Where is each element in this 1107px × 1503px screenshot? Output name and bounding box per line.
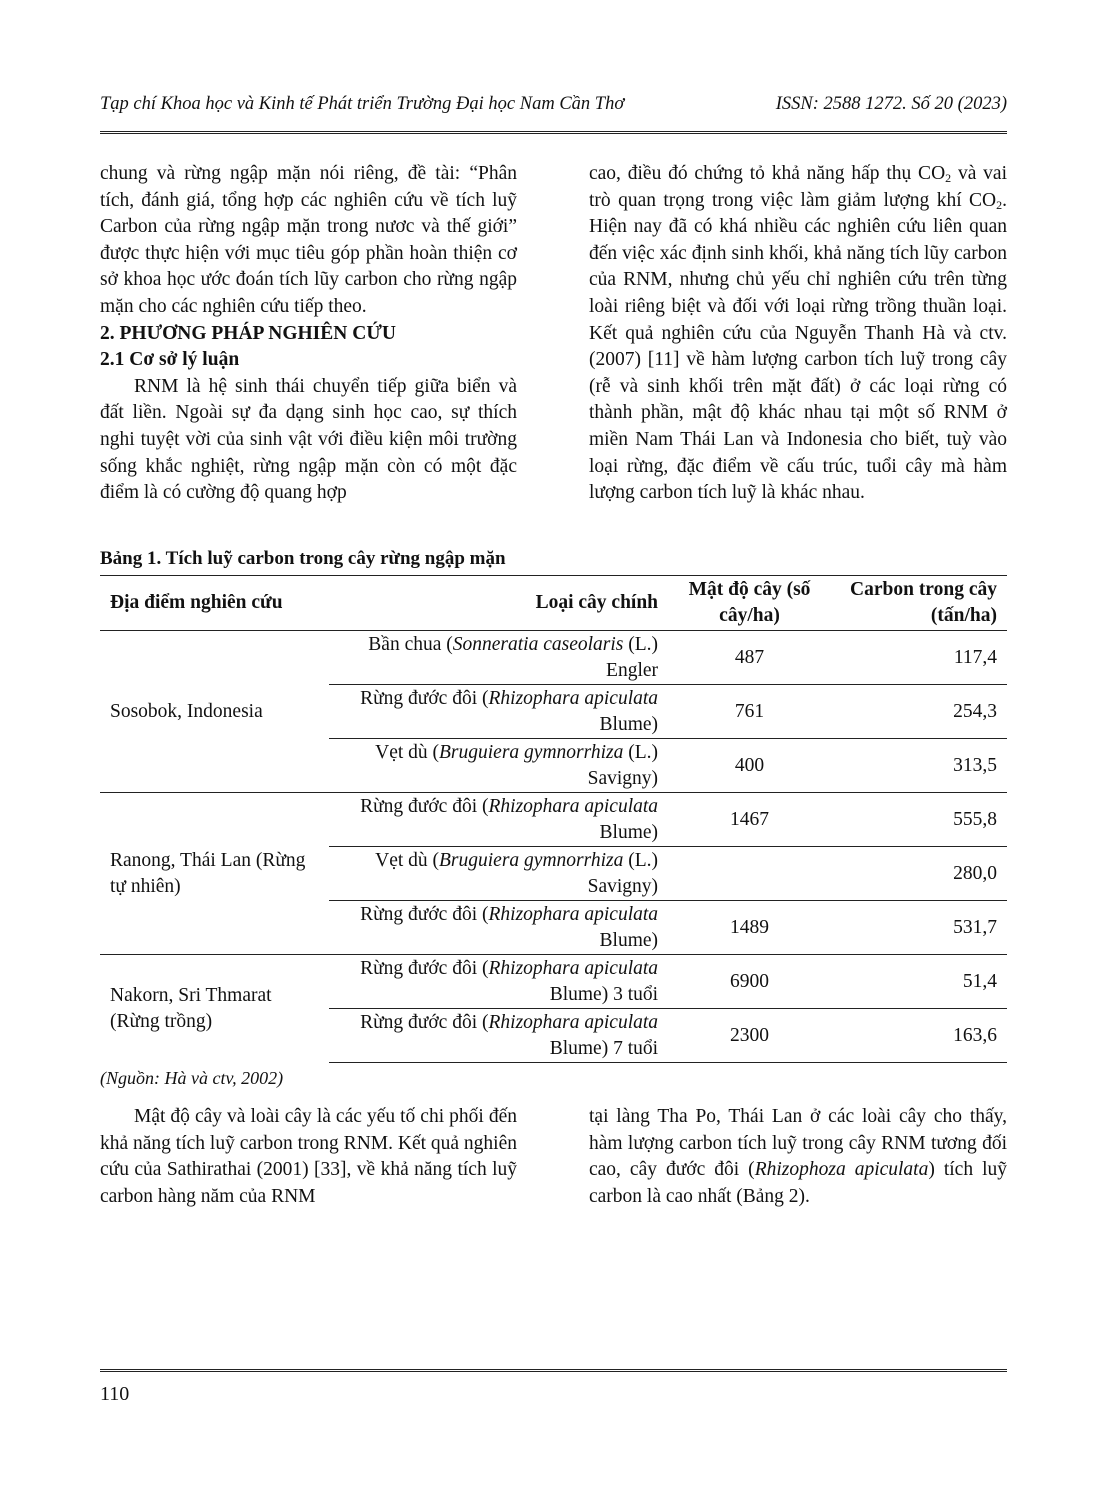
density-cell bbox=[666, 847, 833, 901]
journal-title: Tạp chí Khoa học và Kinh tế Phát triển Trường Đại học Nam Cần Thơ bbox=[100, 94, 625, 114]
theory-paragraph-continued: cao, điều đó chứng tỏ khả năng hấp thụ $CO_2$ và vai trò quan trọng trong việc làm giảm lượng khí $CO_2$. Hiện nay đã có khá nhiều các nghiên cứu liên quan đến việc xác định sinh khối, khả năng tích lũy carbon của RNM, nhưng chủ yếu chỉ nghiên cứu trên từng loài riêng biệt và đối với loại rừng trồng thuần loại. Kết quả nghiên cứu của Nguyễn Thanh Hà và ctv. (2007) [11] về hàm lượng carbon tích luỹ trong cây (rễ và sinh khối trên mặt đất) ở các loại rừng có thành phần, mật độ khác nhau tại một số RNM ở miền Nam Thái Lan và Indonesia cho biết, tuỳ vào loại rừng, đặc điểm về cấu trúc, tuổi cây mà hàm lượng carbon tích luỹ là khác nhau. bbox=[589, 163, 1008, 504]
header-species: Loại cây chính bbox=[535, 592, 659, 613]
tha-po-paragraph: tại làng Tha Po, Thái Lan ở các loài cây cho thấy, hàm lượng carbon tích luỹ trong cây RNM tương đối cao, cây đước đôi (Rhizophoza apiculata) tích luỹ carbon là cao nhất (Bảng 2). bbox=[589, 1106, 1008, 1207]
density-cell: 2300 bbox=[666, 1009, 833, 1063]
density-cell: 1467 bbox=[666, 793, 833, 847]
site-cell: Nakorn, Sri Thmarat (Rừng trồng) bbox=[100, 955, 329, 1063]
header-rule bbox=[100, 131, 1007, 134]
carbon-cell: 313,5 bbox=[833, 739, 1007, 793]
section-heading: 2. PHƯƠNG PHÁP NGHIÊN CỨU bbox=[100, 322, 396, 344]
site-cell: Sosobok, Indonesia bbox=[100, 631, 329, 793]
carbon-table bbox=[100, 575, 1007, 1063]
table-caption: Bảng 1. Tích luỹ carbon trong cây rừng ngập mặn bbox=[100, 548, 506, 569]
carbon-cell: 280,0 bbox=[833, 847, 1007, 901]
right-column bbox=[589, 161, 1007, 507]
footer-rule bbox=[100, 1369, 1007, 1372]
carbon-cell: 51,4 bbox=[833, 955, 1007, 1009]
table-row bbox=[100, 955, 1007, 1009]
species-cell: Rừng đước đôi (Rhizophara apiculata Blume) bbox=[329, 901, 666, 955]
table-row bbox=[100, 631, 1007, 685]
intro-paragraph-end: chung và rừng ngập mặn nói riêng, đề tài: “Phân tích, đánh giá, tổng hợp các nghiên cứu về tích luỹ Carbon của rừng ngập mặn trong nươc và thế giới” được thực hiện với mục tiêu góp phần hoàn thiện cơ sở khoa học ước đoán tích lũy carbon cho rừng ngập mặn cho các nghiên cứu tiếp theo. bbox=[100, 163, 517, 317]
species-cell: Rừng đước đôi (Rhizophara apiculata Blume) 3 tuổi bbox=[329, 955, 666, 1009]
species-cell: Bần chua (Sonneratia caseolaris (L.) Engler bbox=[329, 631, 666, 685]
theory-paragraph: RNM là hệ sinh thái chuyển tiếp giữa biển và đất liền. Ngoài sự đa dạng sinh học cao, sự thích nghi tuyệt vời của sinh vật với điều kiện môi trường sống khắc nghiệt, rừng ngập mặn còn có một đặc điểm là có cường độ quang hợp bbox=[100, 375, 517, 504]
table-source: (Nguồn: Hà và ctv, 2002) bbox=[100, 1068, 284, 1088]
bottom-left-column bbox=[100, 1104, 517, 1210]
species-cell: Vẹt dù (Bruguiera gymnorrhiza (L.) Savigny) bbox=[329, 739, 666, 793]
header-carbon: Carbon trong cây (tấn/ha) bbox=[850, 579, 997, 626]
carbon-cell: 163,6 bbox=[833, 1009, 1007, 1063]
table-row bbox=[100, 793, 1007, 847]
carbon-cell: 254,3 bbox=[833, 685, 1007, 739]
density-cell: 1489 bbox=[666, 901, 833, 955]
species-cell: Rừng đước đôi (Rhizophara apiculata Blume) bbox=[329, 685, 666, 739]
header-site: Địa điểm nghiên cứu bbox=[110, 592, 283, 613]
species-cell: Vẹt dù (Bruguiera gymnorrhiza (L.) Savigny) bbox=[329, 847, 666, 901]
page-number: 110 bbox=[100, 1383, 130, 1405]
table-header-row bbox=[100, 576, 1007, 631]
density-cell: 400 bbox=[666, 739, 833, 793]
carbon-cell: 117,4 bbox=[833, 631, 1007, 685]
header-density: Mật độ cây (số cây/ha) bbox=[688, 579, 811, 626]
species-cell: Rừng đước đôi (Rhizophara apiculata Blume) 7 tuổi bbox=[329, 1009, 666, 1063]
density-cell: 761 bbox=[666, 685, 833, 739]
density-cell: 6900 bbox=[666, 955, 833, 1009]
density-cell: 487 bbox=[666, 631, 833, 685]
left-column bbox=[100, 161, 517, 507]
carbon-cell: 531,7 bbox=[833, 901, 1007, 955]
carbon-cell: 555,8 bbox=[833, 793, 1007, 847]
site-cell: Ranong, Thái Lan (Rừng tự nhiên) bbox=[100, 793, 329, 955]
bottom-right-column bbox=[589, 1104, 1007, 1210]
density-paragraph: Mật độ cây và loài cây là các yếu tố chi phối đến khả năng tích luỹ carbon trong RNM. Kết quả nghiên cứu của Sathirathai (2001) [33], về khả năng tích luỹ carbon hàng năm của RNM bbox=[100, 1106, 517, 1207]
species-cell: Rừng đước đôi (Rhizophara apiculata Blume) bbox=[329, 793, 666, 847]
issn-info: ISSN: 2588 1272. Số 20 (2023) bbox=[775, 94, 1007, 114]
running-header bbox=[100, 94, 1007, 124]
subsection-heading: 2.1 Cơ sở lý luận bbox=[100, 349, 240, 371]
